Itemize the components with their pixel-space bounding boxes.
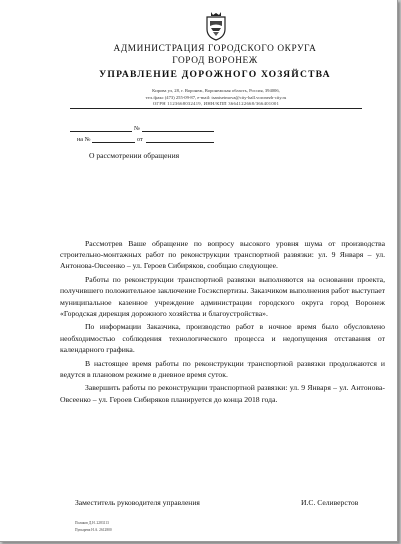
body-paragraph: Рассмотрев Ваше обращение по вопросу высокого уровня шума от производства строительно-монтажных работ по реконструкции транспортной развязки: ул. 9 Января – ул. Антонова-Овсеенко – ул. Героев Сибиряков, сообщаю следующее. (60, 239, 385, 271)
contacts-line: тел./факс (473) 255-09-87, e-mail: tsaniseimova@city-hall.voronezh-city.ru (145, 94, 287, 100)
body-paragraph: В настоящее время работы по реконструкции транспортной развязки продолжаются и ведутся в плановом режиме в дневное время суток. (60, 358, 385, 379)
signatory-name: И.С. Селиверстов (301, 498, 359, 507)
number-sign: № (134, 125, 140, 132)
outgoing-number-blank (142, 131, 214, 132)
body-paragraph: Работы по реконструкции транспортной развязки выполняются на основании проекта, получившего положительное заключение Госэкспертизы. Заказчиком выполнения работ выступает муниципальное казенное учреждение администрации городского округа город Воронеж «Городская дирекция дорожного хозяйства и благоустройства». (60, 275, 385, 318)
executor-line: Поляков Д.Н. 2283113 (75, 521, 109, 525)
address-line: Кирова ул, 28, г. Воронеж, Воронежская область, Россия, 394006, (152, 88, 280, 93)
reference-date-blank (146, 142, 214, 143)
body-paragraph: Завершить работы по реконструкции транспортной развязки: ул. 9 Января – ул. Антонова-Овсеенко – ул. Героев Сибиряков планируется до конца 2018 года. (60, 383, 385, 404)
org-name-line2: ГОРОД ВОРОНЕЖ (172, 56, 258, 66)
reference-from-label: от (137, 136, 143, 143)
department-name: УПРАВЛЕНИЕ ДОРОЖНОГО ХОЗЯЙСТВА (99, 69, 331, 80)
coat-of-arms-icon (204, 9, 228, 41)
reference-number-blank (92, 142, 135, 143)
executor-line: Пупырева Н.А. 2612800 (75, 528, 112, 532)
letter-subject: О рассмотрении обращения (89, 151, 180, 160)
signatory-title: Заместитель руководителя управления (75, 498, 200, 507)
header-divider (70, 108, 362, 109)
registration-codes-line: ОГРН 1123668032419, ИНН/КПП 3664122668/366401001 (152, 101, 280, 106)
letter-body (60, 238, 385, 407)
org-name-line1: АДМИНИСТРАЦИЯ ГОРОДСКОГО ОКРУГА (113, 44, 317, 54)
outgoing-date-blank (70, 131, 132, 132)
body-paragraph: По информации Заказчика, производство работ в ночное время было обусловлено необходимостью соблюдения технологического процесса и недопущения отставания от календарного графика. (60, 322, 385, 354)
reference-prefix: на № (77, 136, 91, 143)
